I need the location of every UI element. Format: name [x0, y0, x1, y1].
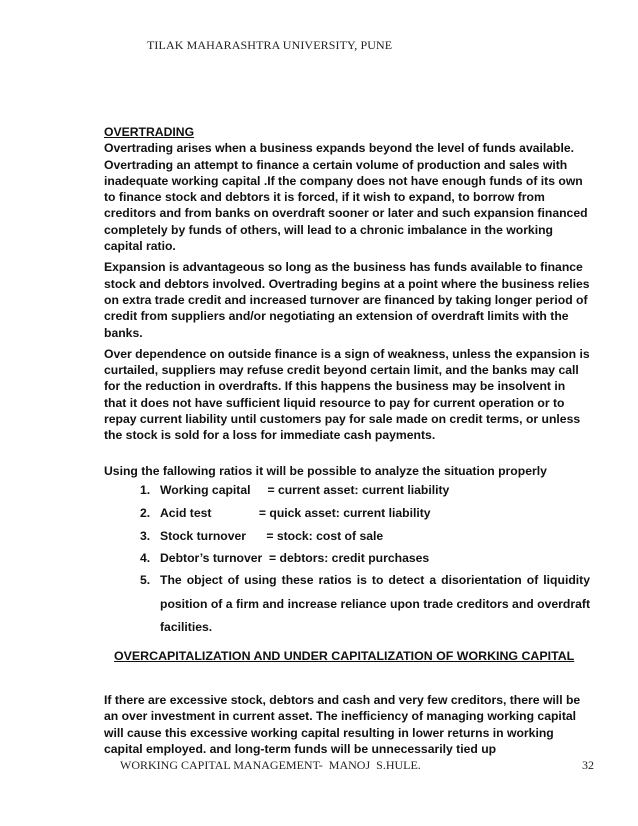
list-text: Acid test = quick asset: current liability — [160, 505, 431, 520]
list-text: Working capital = current asset: current liability — [160, 482, 450, 497]
list-number: 3. — [140, 528, 151, 543]
page-number: 32 — [582, 758, 594, 772]
paragraph-overtrading-2: Expansion is advantageous so long as the business has funds available to finance stock and debtors involved. Overtrading begins at a point where the business relies on extra trade credit and increased turnover are financed by taking longer period of credit from suppliers and/or negotiating an extension of overdraft limits with the banks. — [104, 260, 590, 340]
list-number: 1. — [140, 482, 151, 497]
list-number: 5. — [140, 573, 151, 588]
paragraph-overtrading-1: Overtrading arises when a business expands beyond the level of funds available. Overtrading an attempt to finance a certain volume of production and sales with inadequate working capital .If the company does not have enough funds of its own to finance stock and debtors it is forced, if it wish to expand, to borrow from creditors and from banks on overdraft sooner or later and such expansion financed completely by funds of others, will lead to a chronic imbalance in the working capital ratio. — [104, 141, 588, 254]
footer-text: WORKING CAPITAL MANAGEMENT- MANOJ S.HULE. — [120, 758, 421, 772]
list-text: Stock turnover = stock: cost of sale — [160, 528, 384, 543]
paragraph-capitalization: If there are excessive stock, debtors and cash and very few creditors, there will be an over investment in current asset. The inefficiency of managing working capital will cause this excessive working capital resulting in lower returns in working capital employed. and long-term funds will be unnecessarily tied up — [104, 692, 581, 756]
list-number: 4. — [140, 551, 151, 566]
list-item — [104, 528, 590, 544]
list-item — [104, 550, 590, 566]
ratio-list — [104, 482, 590, 640]
section-title-capitalization: OVERCAPITALIZATION AND UNDER CAPITALIZATION OF WORKING CAPITAL — [114, 648, 575, 663]
section-title-overtrading: OVERTRADING — [104, 125, 195, 139]
list-item — [104, 482, 590, 498]
list-item — [104, 569, 590, 640]
list-text: The object of using these ratios is to detect a disorientation of liquidity position of a firm and increase reliance upon trade creditors and overdraft facilities. — [160, 573, 590, 635]
list-text: Debtor’s turnover = debtors: credit purchases — [160, 551, 430, 566]
paragraph-overtrading-3: Over dependence on outside finance is a sign of weakness, unless the expansion is curtailed, suppliers may refuse credit beyond certain limit, and the banks may call for the reduction in overdrafts. If this happens the business may be insolvent in that it does not have sufficient liquid resource to pay for current operation or to repay current liability until customers pay for sale made on credit terms, or unless the stock is sold for a loss for immediate cash payments. — [104, 346, 590, 443]
list-item — [104, 505, 590, 521]
page-content — [104, 124, 590, 762]
list-number: 2. — [140, 505, 151, 520]
page-header: TILAK MAHARASHTRA UNIVERSITY, PUNE — [147, 38, 393, 52]
ratios-intro: Using the fallowing ratios it will be possible to analyze the situation properly — [104, 463, 547, 478]
